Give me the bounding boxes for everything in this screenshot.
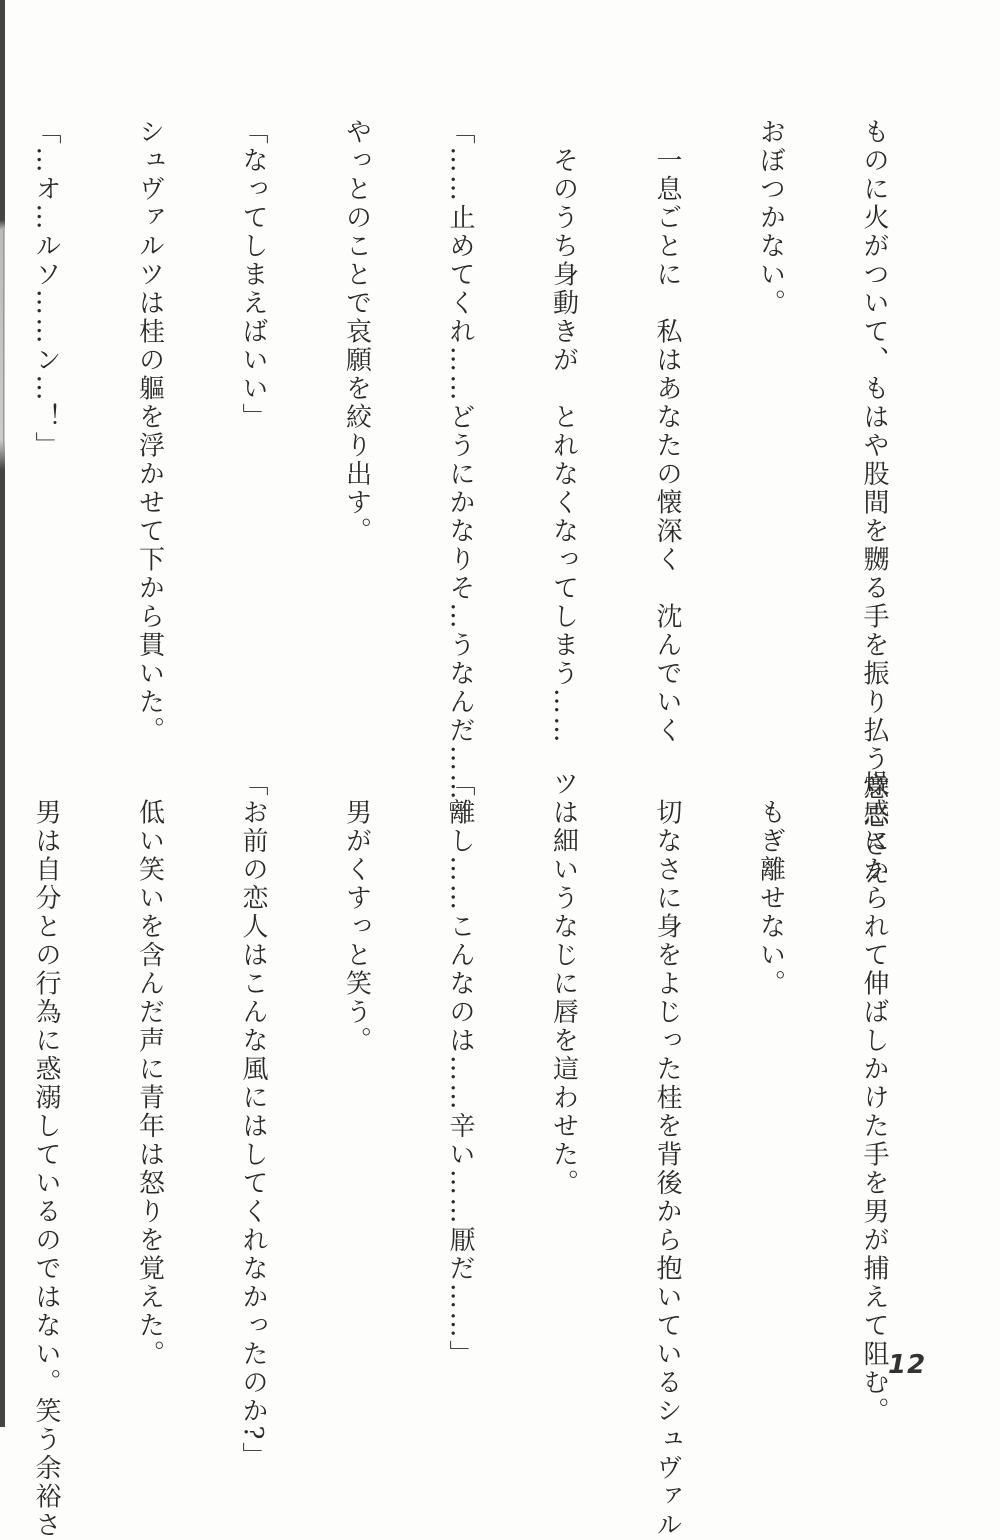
text-line: 低い笑いを含んだ声に青年は怒りを覚えた。: [134, 770, 165, 1369]
text-line: 「離し……こんなのは……辛い……厭だ……」: [445, 770, 475, 1369]
text-line: 「…オ…ルソ……ン…！」: [31, 118, 61, 460]
text-line: そのうち身動きが とれなくなってしまう……: [548, 118, 579, 745]
text-line: シュヴァルツは桂の軀を浮かせて下から貫いた。: [134, 118, 165, 745]
text-line: ツは細いうなじに唇を這わせた。: [548, 770, 579, 1198]
text-line: おぼつかない。: [755, 118, 786, 318]
text-line: 男がくすっと笑う。: [341, 770, 372, 1055]
page-number: 12: [888, 1350, 927, 1380]
text-line: 「なってしまえばいい」: [238, 118, 268, 432]
text-line: ものに火がついて、もはや股間を嬲る手を振り払う意志さえ: [859, 118, 889, 888]
text-line: 一息ごとに 私はあなたの懐深く 沈んでいく: [652, 118, 682, 745]
text-line: 男は自分との行為に惑溺しているのではない。笑う余裕さ: [31, 770, 61, 1540]
text-line: やっとのことで哀願を絞り出す。: [341, 118, 372, 546]
text-line: 切なさに身をよじった桂を背後から抱いているシュヴァル: [652, 770, 682, 1540]
text-line: もぎ離せない。: [755, 770, 786, 998]
text-line: 「お前の恋人はこんな風にはしてくれなかったのか?」: [238, 770, 268, 1471]
text-line: 燥感にかられて伸ばしかけた手を男が捕えて阻む。: [859, 770, 889, 1426]
text-line: 「……止めてくれ……どうにかなりそ…うなんだ……」: [445, 118, 475, 831]
